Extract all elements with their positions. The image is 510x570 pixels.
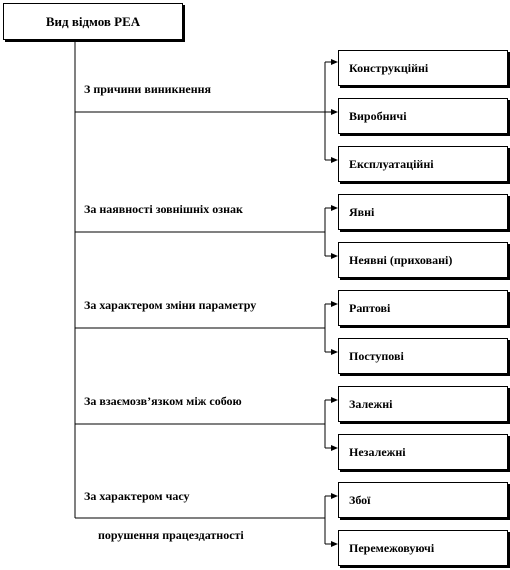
- arrowheads: [331, 59, 338, 547]
- leaf-node-construction: [338, 50, 508, 86]
- category-sublabel-time: порушення працездатності: [98, 528, 244, 542]
- leaf-label: Конструкційні: [349, 60, 429, 75]
- leaf-label: Перемежовуючі: [349, 540, 435, 555]
- arrowhead-icon: [331, 349, 338, 355]
- leaf-label: Раптові: [349, 300, 391, 315]
- arrowhead-icon: [331, 301, 338, 307]
- leaf-node-operation: [338, 146, 508, 182]
- leaf-label: Неявні (приховані): [349, 252, 453, 267]
- root-label: Вид відмов РЕА: [45, 13, 141, 29]
- arrowhead-icon: [331, 253, 338, 259]
- leaf-label: Явні: [349, 204, 375, 219]
- category-label-interrelation: За взаємозв’язком між собою: [84, 394, 242, 408]
- category-label-time: За характером часу: [84, 489, 190, 503]
- arrowhead-icon: [331, 541, 338, 547]
- leaf-node-intermittent: [338, 530, 508, 566]
- leaf-node-explicit: [338, 194, 508, 230]
- leaf-label: Виробничі: [349, 108, 407, 123]
- leaf-node-independent: [338, 434, 508, 470]
- leaf-node-dependent: [338, 386, 508, 422]
- leaf-node-gradual: [338, 338, 508, 374]
- arrowhead-icon: [331, 205, 338, 211]
- leaf-label: Збої: [349, 492, 371, 507]
- category-label-cause: З причини виникнення: [84, 82, 212, 96]
- leaf-node-glitches: [338, 482, 508, 518]
- arrowhead-icon: [331, 157, 338, 163]
- root-node: [3, 3, 183, 40]
- leaf-label: Експлуатаційні: [349, 156, 434, 171]
- arrowhead-icon: [331, 59, 338, 65]
- leaf-label: Незалежні: [349, 444, 406, 459]
- category-label-parameter-change: За характером зміни параметру: [84, 298, 257, 312]
- arrowhead-icon: [331, 493, 338, 499]
- leaf-node-sudden: [338, 290, 508, 326]
- arrowhead-icon: [331, 109, 338, 115]
- leaf-node-hidden: [338, 242, 508, 278]
- leaf-node-production: [338, 98, 508, 134]
- arrowhead-icon: [331, 445, 338, 451]
- arrowhead-icon: [331, 397, 338, 403]
- leaf-label: Поступові: [349, 348, 404, 363]
- category-label-external-signs: За наявності зовнішніх ознак: [84, 202, 243, 216]
- leaf-label: Залежні: [349, 396, 393, 411]
